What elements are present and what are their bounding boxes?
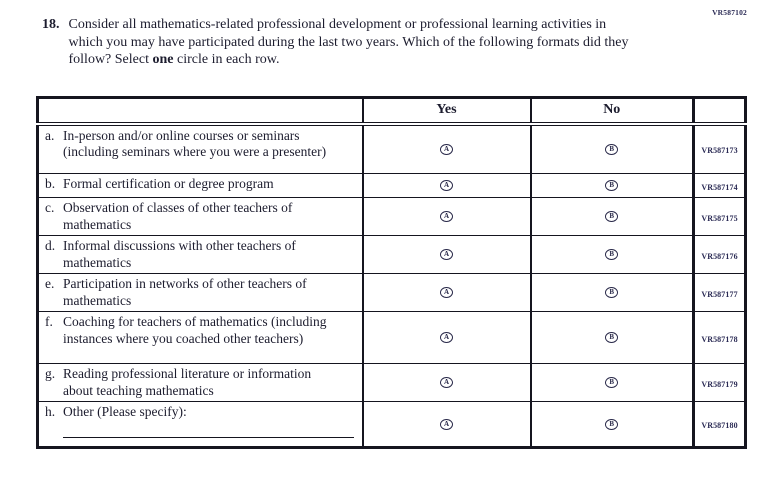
row-letter: d. bbox=[45, 238, 56, 253]
row-text: Participation in networks of other teachers of mathematics bbox=[63, 276, 307, 308]
no-option-letter: B bbox=[609, 419, 615, 428]
no-option-bubble[interactable] bbox=[605, 180, 618, 191]
yes-option-bubble[interactable] bbox=[440, 332, 453, 343]
table-row bbox=[38, 236, 746, 274]
row-statement-cell bbox=[38, 124, 363, 174]
no-option-letter: B bbox=[609, 212, 615, 221]
row-letter: h. bbox=[45, 404, 56, 419]
no-option-letter: B bbox=[609, 288, 615, 297]
no-option-letter: B bbox=[609, 250, 615, 259]
question-text-end: circle in each row. bbox=[173, 52, 280, 67]
row-code-cell bbox=[694, 402, 746, 448]
row-code-cell bbox=[694, 274, 746, 312]
row-statement-cell bbox=[38, 312, 363, 364]
no-cell bbox=[531, 174, 694, 198]
row-code-cell bbox=[694, 364, 746, 402]
row-letter: f. bbox=[45, 314, 53, 329]
yes-cell bbox=[363, 124, 531, 174]
no-option-letter: B bbox=[609, 145, 615, 154]
row-text: Reading professional literature or information about teaching mathematics bbox=[63, 366, 312, 398]
no-cell bbox=[531, 124, 694, 174]
row-statement-cell bbox=[38, 364, 363, 402]
no-cell bbox=[531, 274, 694, 312]
row-code-cell bbox=[694, 124, 746, 174]
yes-option-letter: A bbox=[443, 333, 450, 342]
code-column-header bbox=[694, 98, 746, 124]
table-body bbox=[38, 124, 746, 448]
row-text: Observation of classes of other teachers of mathematics bbox=[63, 200, 293, 232]
question-block bbox=[42, 16, 644, 69]
no-column-header: No bbox=[531, 98, 694, 124]
no-option-letter: B bbox=[609, 378, 615, 387]
no-option-bubble[interactable] bbox=[605, 419, 618, 430]
table-row bbox=[38, 402, 746, 448]
table-row bbox=[38, 198, 746, 236]
row-text: Coaching for teachers of mathematics (including instances where you coached other teachers) bbox=[63, 314, 327, 346]
yes-option-bubble[interactable] bbox=[440, 377, 453, 388]
no-cell bbox=[531, 236, 694, 274]
yes-cell bbox=[363, 198, 531, 236]
row-code-cell bbox=[694, 312, 746, 364]
row-code: VR587179 bbox=[701, 379, 738, 389]
no-cell bbox=[531, 402, 694, 448]
no-option-letter: B bbox=[609, 333, 615, 342]
row-code: VR587178 bbox=[701, 334, 738, 344]
yes-option-letter: A bbox=[443, 250, 450, 259]
no-option-bubble[interactable] bbox=[605, 211, 618, 222]
yes-option-letter: A bbox=[443, 212, 450, 221]
row-statement-cell bbox=[38, 174, 363, 198]
row-text: In-person and/or online courses or seminars (including seminars where you were a presenter) bbox=[63, 127, 327, 159]
row-code: VR587180 bbox=[701, 421, 738, 430]
yes-option-letter: A bbox=[443, 145, 450, 154]
yes-option-letter: A bbox=[443, 378, 450, 387]
question-text bbox=[69, 16, 644, 69]
question-number: 18. bbox=[42, 17, 60, 32]
yes-option-bubble[interactable] bbox=[440, 287, 453, 298]
row-letter: b. bbox=[45, 176, 56, 191]
row-letter: a. bbox=[45, 127, 55, 143]
form-code: VR587102 bbox=[712, 8, 747, 17]
response-table bbox=[36, 96, 747, 449]
yes-option-bubble[interactable] bbox=[440, 249, 453, 260]
row-statement-cell bbox=[38, 402, 363, 448]
no-option-bubble[interactable] bbox=[605, 287, 618, 298]
other-specify-line[interactable] bbox=[63, 437, 354, 438]
row-code: VR587175 bbox=[701, 213, 738, 223]
row-text: Informal discussions with other teachers of mathematics bbox=[63, 238, 296, 270]
yes-option-letter: A bbox=[443, 288, 450, 297]
row-letter: e. bbox=[45, 276, 55, 291]
no-option-bubble[interactable] bbox=[605, 144, 618, 155]
no-cell bbox=[531, 198, 694, 236]
yes-option-bubble[interactable] bbox=[440, 211, 453, 222]
row-text: Other (Please specify): bbox=[63, 404, 187, 419]
response-table-wrap bbox=[36, 96, 747, 449]
no-option-letter: B bbox=[609, 181, 615, 190]
row-code: VR587177 bbox=[701, 289, 738, 299]
row-code: VR587173 bbox=[701, 146, 738, 156]
statement-column-header bbox=[38, 98, 363, 124]
yes-column-header: Yes bbox=[363, 98, 531, 124]
yes-cell bbox=[363, 274, 531, 312]
table-row bbox=[38, 124, 746, 174]
row-code-cell bbox=[694, 198, 746, 236]
question-text-start: Consider all mathematics-related professional development or professional learning activities in which you may have participated during the last two years. Which of the following formats did they follow? Select bbox=[68, 17, 629, 67]
row-statement-cell bbox=[38, 198, 363, 236]
row-code: VR587176 bbox=[701, 251, 738, 261]
row-statement-cell bbox=[38, 274, 363, 312]
question-bold-word: one bbox=[152, 52, 174, 67]
yes-option-letter: A bbox=[443, 419, 450, 428]
row-code-cell bbox=[694, 174, 746, 198]
no-cell bbox=[531, 312, 694, 364]
yes-option-bubble[interactable] bbox=[440, 144, 453, 155]
yes-cell bbox=[363, 364, 531, 402]
row-code-cell bbox=[694, 236, 746, 274]
yes-cell bbox=[363, 402, 531, 448]
row-code: VR587174 bbox=[701, 182, 738, 192]
no-option-bubble[interactable] bbox=[605, 377, 618, 388]
yes-option-letter: A bbox=[443, 181, 450, 190]
row-letter: c. bbox=[45, 200, 55, 215]
yes-cell bbox=[363, 236, 531, 274]
yes-cell bbox=[363, 312, 531, 364]
row-statement-cell bbox=[38, 236, 363, 274]
table-row bbox=[38, 174, 746, 198]
row-letter: g. bbox=[45, 366, 56, 381]
table-row bbox=[38, 312, 746, 364]
no-option-bubble[interactable] bbox=[605, 249, 618, 260]
no-option-bubble[interactable] bbox=[605, 332, 618, 343]
row-text: Formal certification or degree program bbox=[63, 176, 274, 191]
no-cell bbox=[531, 364, 694, 402]
yes-cell bbox=[363, 174, 531, 198]
table-row bbox=[38, 364, 746, 402]
yes-option-bubble[interactable] bbox=[440, 419, 453, 430]
table-header bbox=[38, 98, 746, 124]
yes-option-bubble[interactable] bbox=[440, 180, 453, 191]
table-row bbox=[38, 274, 746, 312]
